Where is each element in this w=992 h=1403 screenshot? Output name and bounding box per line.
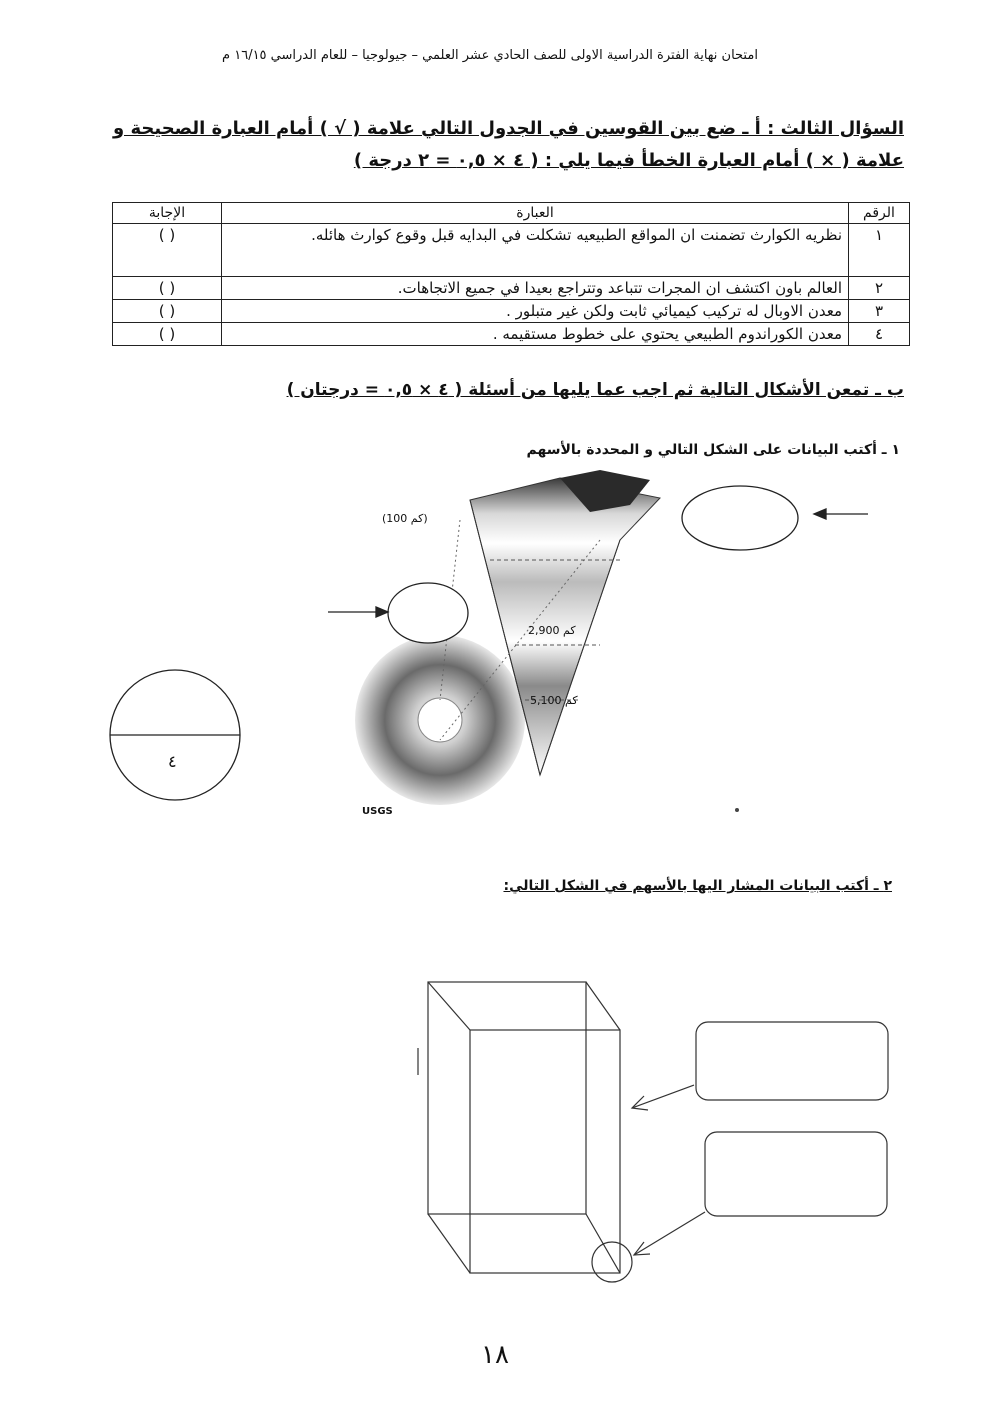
row-num: ٣ xyxy=(849,300,910,323)
label-box-top[interactable] xyxy=(696,1022,888,1100)
header-num: الرقم xyxy=(849,203,910,224)
answer-box[interactable]: ( ) xyxy=(113,224,222,277)
circle-value: ٤ xyxy=(168,752,177,771)
label-box-bottom[interactable] xyxy=(705,1132,887,1216)
depth-label-2900: 2,900 كم xyxy=(528,624,576,637)
part-b-title: ب ـ تمعن الأشكال التالية ثم اجب عما يليها من أسئلة ( ٤ × ٠,٥ = درجتان ) xyxy=(286,380,904,400)
layer-circle xyxy=(110,670,240,800)
header-statement: العبارة xyxy=(222,203,849,224)
row-num: ٤ xyxy=(849,323,910,346)
exam-header: امتحان نهاية الفترة الدراسية الاولى للصف الحادي عشر العلمي – جيولوجيا – للعام الدراسي ١٦/١٥ م xyxy=(222,48,758,63)
depth-label-5100: 5,100 كم xyxy=(530,694,578,707)
row-statement: معدن الكوراندوم الطبيعي يحتوي على خطوط مستقيمه . xyxy=(222,323,849,346)
question-title-line1: السؤال الثالث : أ ـ ضع بين القوسين في الجدول التالي علامة ( √ ) أمام العبارة الصحيحة و xyxy=(113,118,904,139)
label-ellipse-crust[interactable] xyxy=(682,486,798,550)
arrow-icon xyxy=(632,1085,705,1255)
label-ellipse-mantle[interactable] xyxy=(388,583,468,643)
depth-label-100: (100 كم) xyxy=(382,512,428,525)
row-statement: معدن الاوبال له تركيب كيميائي ثابت ولكن غير متبلور . xyxy=(222,300,849,323)
row-num: ١ xyxy=(849,224,910,277)
cube-figure xyxy=(418,982,620,1273)
row-statement: العالم باون اكتشف ان المجرات تتباعد وتتراجع بعيدا في جميع الاتجاهات. xyxy=(222,277,849,300)
page-number: ١٨ xyxy=(481,1340,509,1370)
usgs-label: USGS xyxy=(362,806,393,817)
corner-circle xyxy=(592,1242,632,1282)
answer-box[interactable]: ( ) xyxy=(113,277,222,300)
header-answer: الإجابة xyxy=(113,203,222,224)
answer-box[interactable]: ( ) xyxy=(113,323,222,346)
question-title-line2: علامة ( × ) أمام العبارة الخطأ فيما يلي : ( ٤ × ٠,٥ = ٢ درجة ) xyxy=(353,150,904,171)
figure1-title: ١ ـ أكتب البيانات على الشكل التالي و المحددة بالأسهم xyxy=(526,442,900,458)
row-num: ٢ xyxy=(849,277,910,300)
row-statement: نظريه الكوارث تضمنت ان المواقع الطبيعيه تشكلت في البدايه قبل وقوع كوارث هائله. xyxy=(222,224,849,277)
answer-box[interactable]: ( ) xyxy=(113,300,222,323)
figure2-title: ٢ ـ أكتب البيانات المشار اليها بالأسهم في الشكل التالي: xyxy=(503,878,892,894)
core-ring xyxy=(355,635,525,805)
